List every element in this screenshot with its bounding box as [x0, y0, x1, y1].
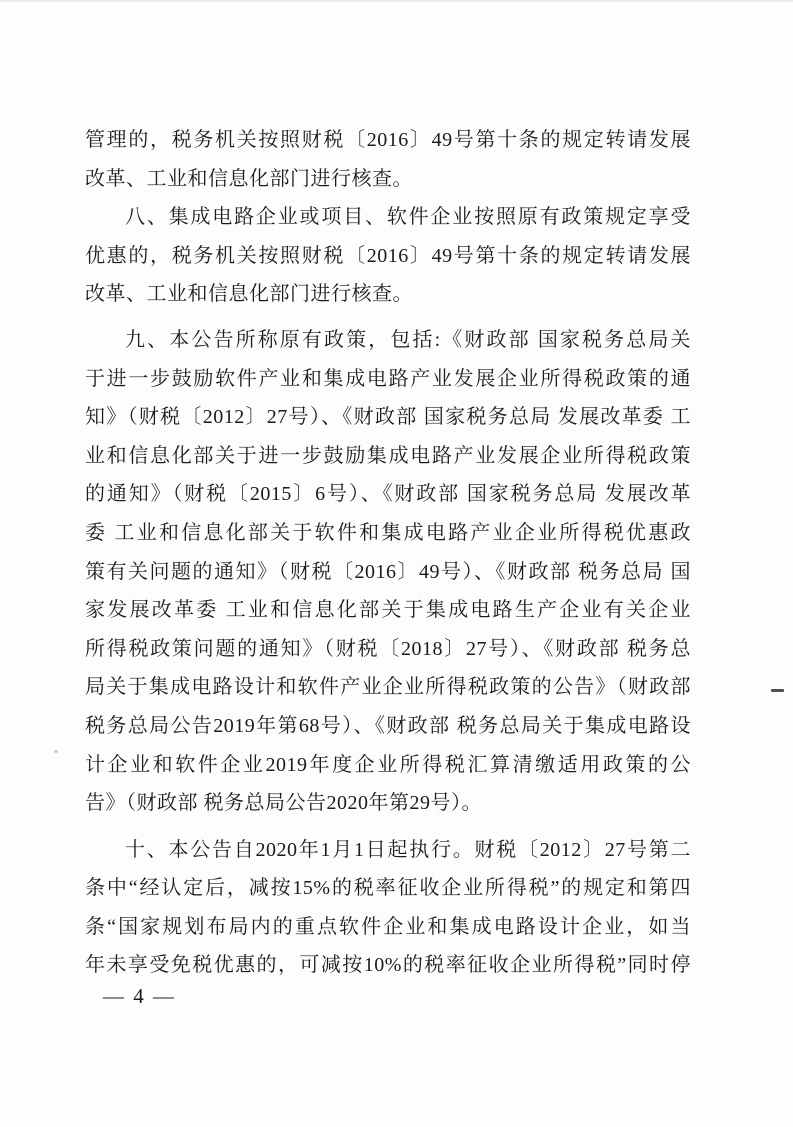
text-line: 于进一步鼓励软件产业和集成电路产业发展企业所得税政策的通: [85, 367, 691, 390]
scan-artifact-speck: [54, 750, 58, 753]
document-body: [85, 121, 691, 985]
text-line: 告》（财政部 税务总局公告2020年第29号）。: [85, 792, 482, 815]
text-line: 优惠的，税务机关按照财税〔2016〕49号第十条的规定转请发展: [85, 244, 691, 267]
text-line: 九、本公告所称原有政策，包括:《财政部 国家税务总局关: [125, 328, 691, 351]
text-line: 改革、工业和信息化部门进行核查。: [85, 167, 413, 190]
paragraph: [85, 321, 691, 823]
text-line: 改革、工业和信息化部门进行核查。: [85, 283, 413, 306]
paragraph: [85, 831, 691, 985]
text-line: 委 工业和信息化部关于软件和集成电路产业企业所得税优惠政: [85, 521, 691, 544]
text-line: 家发展改革委 工业和信息化部关于集成电路生产企业有关企业: [85, 599, 691, 622]
text-line: 局关于集成电路设计和软件产业企业所得税政策的公告》（财政部: [85, 676, 691, 699]
text-line: 的通知》（财税〔2015〕6号）、《财政部 国家税务总局 发展改革: [85, 483, 691, 506]
text-line: 十、本公告自2020年1月1日起执行。财税〔2012〕27号第二: [125, 838, 691, 861]
text-line: 知》（财税〔2012〕27号）、《财政部 国家税务总局 发展改革委 工: [85, 406, 691, 429]
text-line: 八、集成电路企业或项目、软件企业按照原有政策规定享受: [125, 206, 691, 229]
text-line: 条“国家规划布局内的重点软件企业和集成电路设计企业，如当: [85, 915, 691, 938]
text-line: 年未享受免税优惠的，可减按10%的税率征收企业所得税”同时停: [85, 954, 691, 977]
text-line: 税务总局公告2019年第68号）、《财政部 税务总局关于集成电路设: [85, 714, 691, 737]
scan-top-edge-artifact: [0, 0, 793, 2]
page-number: — 4 —: [103, 984, 176, 1008]
paragraph: [85, 198, 691, 314]
text-line: 条中“经认定后，减按15%的税率征收企业所得税”的规定和第四: [85, 877, 691, 900]
text-line: 管理的，税务机关按照财税〔2016〕49号第十条的规定转请发展: [85, 129, 691, 151]
text-line: 所得税政策问题的通知》（财税〔2018〕27号）、《财政部 税务总: [85, 637, 691, 660]
text-line: 计企业和软件企业2019年度企业所得税汇算清缴适用政策的公: [85, 753, 691, 776]
text-line: 业和信息化部关于进一步鼓励集成电路产业发展企业所得税政策: [85, 444, 691, 467]
scan-artifact-dash: [771, 689, 784, 692]
text-line: 策有关问题的通知》（财税〔2016〕49号）、《财政部 税务总局 国: [85, 560, 691, 583]
paragraph: [85, 121, 691, 198]
